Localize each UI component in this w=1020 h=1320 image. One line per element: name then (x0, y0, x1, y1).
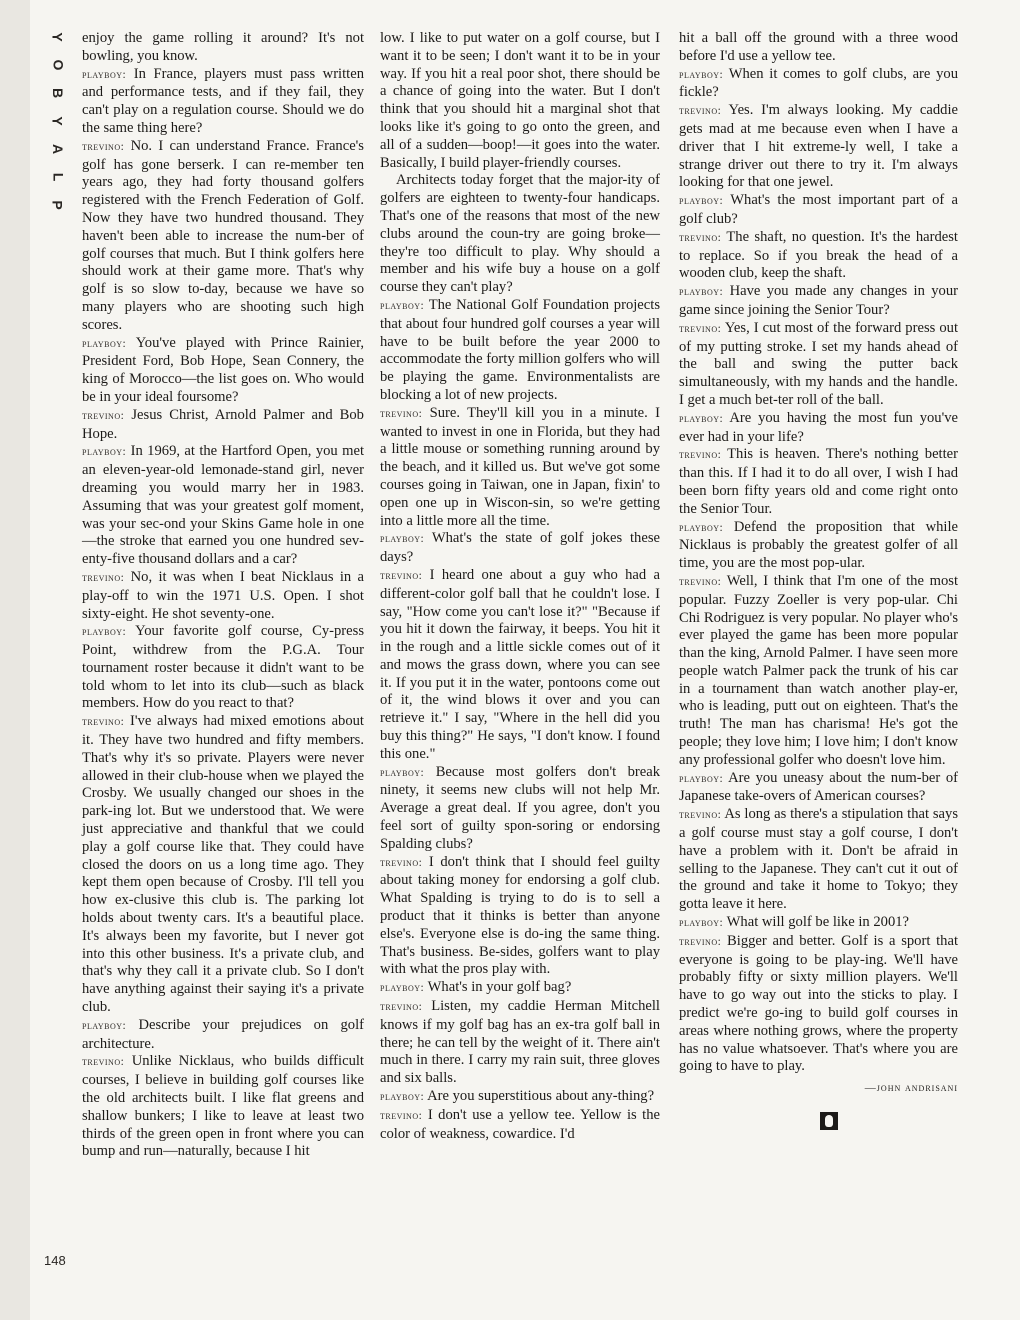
speaker-label: playboy: (380, 533, 425, 546)
interview-paragraph (82, 569, 364, 623)
interview-paragraph (82, 443, 364, 569)
page-edge (0, 0, 30, 1320)
speaker-label: trevino: (82, 140, 125, 153)
paragraph-text: In France, players must pass written and performance tests, and if they fail, they can't play on a regulation course. Should we do the same thing here? (82, 65, 364, 136)
interview-paragraph (679, 102, 958, 192)
paragraph-text: In 1969, at the Hartford Open, you met an eleven-year-old lemonade-stand girl, never dreaming you would marry her in 1983. Assuming that was your greatest golf moment, was your sec-ond your Skins Game hole in one—the stroke that earned you one hundred sev-enty-five thousand dollars and a car? (82, 443, 364, 568)
interview-paragraph (380, 764, 660, 854)
paragraph-text: Are you uneasy about the num-ber of Japanese take-overs of American courses? (679, 769, 959, 805)
speaker-label: trevino: (82, 409, 125, 422)
text-column-2 (380, 30, 660, 1143)
paragraph-text: Listen, my caddie Herman Mitchell knows if my golf bag has an ex-tra golf ball in there; he can tell by the weight of it. There ain't much in there. I carry my rain suit, three gloves and six balls. (380, 998, 660, 1087)
speaker-label: trevino: (679, 105, 722, 118)
interview-paragraph (82, 1017, 364, 1054)
interview-paragraph (380, 998, 660, 1088)
paragraph-text: Because most golfers don't break ninety, it seems new clubs will not help Mr. Average a great deal. If you agree, don't you feel sort of guilty spon-soring or endorsing Spalding clubs? (380, 763, 660, 852)
speaker-label: trevino: (679, 809, 722, 822)
speaker-label: playboy: (82, 337, 127, 350)
interview-paragraph (380, 30, 660, 172)
interview-paragraph (679, 914, 958, 933)
speaker-label: playboy: (380, 1091, 425, 1104)
speaker-label: trevino: (380, 569, 423, 582)
speaker-label: playboy: (679, 412, 724, 425)
magazine-name-vertical (38, 28, 74, 214)
paragraph-text: What will golf be like in 2001? (726, 914, 910, 931)
speaker-label: trevino: (82, 716, 125, 729)
paragraph-text: Bigger and better. Golf is a sport that everyone is going to be play-ing. We'll have probably fifty or sixty million players. We'll have to go way out into the sticks to play. I predict we're go-ing to build golf courses in areas where nothing grows, where the property has no value whatsoever. That's where you are going to have to play. (679, 932, 958, 1075)
interview-paragraph (679, 573, 958, 770)
interview-paragraph (679, 66, 958, 103)
speaker-label: trevino: (380, 856, 423, 869)
speaker-label: trevino: (82, 571, 125, 584)
magazine-letter: B (50, 87, 66, 99)
interview-paragraph (380, 172, 660, 297)
interview-paragraph (380, 567, 660, 764)
magazine-letter: L (50, 172, 66, 182)
speaker-label: playboy: (380, 982, 425, 995)
speaker-label: playboy: (679, 286, 724, 299)
paragraph-text: Your favorite golf course, Cy-press Point, withdrew from the P.G.A. Tour tournament roster because it didn't want to be told whom to let into its club—such as black members. How do you react to that? (82, 623, 365, 712)
paragraph-text: Architects today forget that the major-ity of golfers are eighteen to twenty-four handicaps. That's one of the reasons that most of the new clubs around the coun-try are going broke—they're too difficult to play. Why should a member and his wife buy a house on a golf course they can't play? (380, 172, 660, 296)
speaker-label: playboy: (82, 446, 127, 459)
interview-paragraph (679, 229, 958, 283)
paragraph-text: What's in your golf bag? (427, 979, 572, 996)
interview-paragraph (380, 1088, 660, 1107)
speaker-label: trevino: (679, 231, 722, 244)
speaker-label: trevino: (679, 575, 722, 588)
speaker-label: playboy: (679, 68, 724, 81)
interview-paragraph (82, 335, 364, 407)
interview-paragraph (82, 623, 364, 713)
paragraph-text: When it comes to golf clubs, are you fickle? (679, 65, 959, 101)
page-number: 148 (44, 1253, 66, 1268)
speaker-label: playboy: (82, 68, 127, 81)
speaker-label: playboy: (679, 195, 724, 208)
paragraph-text: Are you having the most fun you've ever had in your life? (679, 409, 959, 445)
interview-paragraph (380, 405, 660, 531)
interview-paragraph (380, 854, 660, 980)
paragraph-text: As long as there's a stipulation that says a golf course must stay a golf course, I don't have a problem with it. Don't be afraid in selling to the Japanese. They can't cut it out of the ground and take it home to Tokyo; they gotta leave it here. (679, 806, 959, 913)
interview-paragraph (380, 530, 660, 567)
interview-paragraph (82, 138, 364, 335)
speaker-label: playboy: (679, 772, 724, 785)
paragraph-text: hit a ball off the ground with a three wood before I'd use a yellow tee. (679, 30, 958, 64)
speaker-label: trevino: (679, 935, 722, 948)
interview-paragraph (679, 806, 958, 914)
paragraph-text: Have you made any changes in your game since joining the Senior Tour? (679, 283, 958, 318)
paragraph-text: Defend the proposition that while Nicklaus is probably the greatest golfer of all time, you are the most pop-ular. (679, 518, 958, 572)
magazine-letter: A (50, 143, 66, 155)
speaker-label: trevino: (679, 322, 722, 335)
paragraph-text: The National Golf Foundation projects that about four hundred golf courses a year will have to be built before the year 2000 to accommodate the forty million golfers who will be playing the game. Environmentalists are blocking a lot of new projects. (380, 296, 660, 403)
interview-paragraph (679, 933, 958, 1076)
paragraph-text: Are you superstitious about any-thing? (427, 1088, 655, 1105)
speaker-label: playboy: (380, 766, 425, 779)
speaker-label: playboy: (82, 626, 127, 639)
speaker-label: trevino: (380, 1001, 423, 1014)
interview-paragraph (679, 519, 958, 573)
paragraph-text: Jesus Christ, Arnold Palmer and Bob Hope. (82, 406, 364, 442)
paragraph-text: This is heaven. There's nothing better than this. If I had it to do all over, I wish I had been born fifty years old and come right onto the Senior Tour. (679, 446, 958, 517)
speaker-label: trevino: (82, 1056, 125, 1069)
text-column-1 (82, 30, 364, 1161)
paragraph-text: Well, I think that I'm one of the most popular. Fuzzy Zoeller is very pop-ular. Chi Chi Rodriguez is very popular. No player who's ever played the game has been more popular than the king, Arnold Palmer. I have seen more people watch Palmer pack the trunk of his car in a tournament than watch another play-er, who is leading, putt out on eighteen. That's the truth! The man has charisma! He's got the people; they love him; I love him; I don't know any professional golfer who doesn't love him. (679, 572, 958, 768)
speaker-label: playboy: (380, 299, 425, 312)
interview-paragraph (82, 713, 364, 1017)
text-column-3 (679, 30, 958, 1130)
paragraph-text: I don't use a yellow tee. Yellow is the color of weakness, cowardice. I'd (380, 1106, 661, 1142)
interview-paragraph (380, 1107, 660, 1144)
magazine-letter: P (50, 200, 66, 210)
interview-paragraph (82, 407, 364, 444)
interview-paragraph (679, 770, 958, 807)
speaker-label: trevino: (679, 449, 722, 462)
rabbit-head-icon (820, 1112, 838, 1130)
interview-paragraph (679, 446, 958, 518)
paragraph-text: Unlike Nicklaus, who builds difficult courses, I believe in building golf courses like the old architects built. I like flat greens and shallow bunkers; I like to leave at least two thirds of the green open in front where you can bump and run—naturally, because I hit (82, 1053, 364, 1160)
paragraph-text: I've always had mixed emotions about it. They have two hundred and fifty members. That's why it's so private. Players were never allowed in their club-house when we played the Crosby. We usually changed our shoes in the park-ing lot. But we understood that. We were just appreciative and thankful that we could play a golf course like that. They could have closed the doors on us a long time ago. They kept them open because of Crosby. I'll tell you how ex-clusive this club is. The parking lot holds about twenty cars. It's a beautiful place. It's always been my favorite, but I never got into this other business. It's a private club, and that's why they call it a private club. So I don't have anything against their saying it's a private club. (82, 713, 364, 1016)
paragraph-text: Yes. I'm always looking. My caddie gets mad at me because even when I have a driver that I hit extreme-ly well, I take a strange driver out there to try it. I'm always looking for that one jewel. (679, 102, 958, 191)
magazine-letter: O (49, 59, 66, 71)
paragraph-text: You've played with Prince Rainier, President Ford, Bob Hope, Sean Connery, the king of Morocco—the list goes on. Who would be in your ideal foursome? (82, 334, 364, 405)
paragraph-text: enjoy the game rolling it around? It's not bowling, you know. (82, 30, 364, 64)
paragraph-text: I don't think that I should feel guilty about taking money for endorsing a golf club. What Spalding is trying to do is to sell a product that it thinks is better than anyone else's. Everyone else is do-ing the same thing. That's business. Be-sides, golfers want to play with what the pros play with. (380, 853, 661, 978)
paragraph-text: What's the most important part of a golf club? (679, 192, 958, 227)
speaker-label: playboy: (679, 521, 724, 534)
interview-paragraph (380, 297, 660, 405)
paragraph-text: The shaft, no question. It's the hardest to replace. So if you break the head of a wooden club, keep the shaft. (679, 228, 958, 282)
magazine-letter: Y (50, 116, 66, 126)
speaker-label: trevino: (380, 407, 423, 420)
author-byline: —john andrisani (864, 1082, 958, 1095)
paragraph-text: I heard one about a guy who had a different-color golf ball that he couldn't lose. I say, "How come you can't lose it?" "Because if you hit it down the fairway, it beeps. You hit it in the rough and a little sickle comes out of it and mows the grass down, where you can see it. If you put it in the water, pontoons come out of it, the wind blows it over and you can retrieve it." I say, "Where in the hell did you buy this thing?" He says, "I don't know. I found this one." (380, 566, 661, 762)
paragraph-text: Yes, I cut most of the forward press out of my putting stroke. I set my hands ahead of the ball and swing the putter back simultaneously, with my hands and the handle. I get a much bet-ter roll of the ball. (679, 319, 958, 408)
paragraph-text: Describe your prejudices on golf architecture. (82, 1016, 364, 1052)
speaker-label: playboy: (82, 1019, 127, 1032)
interview-paragraph (82, 30, 364, 66)
interview-paragraph (679, 410, 958, 447)
interview-paragraph (82, 1053, 364, 1161)
paragraph-text: No, it was when I beat Nicklaus in a play-off to win the 1971 U.S. Open. I shot sixty-eight. He shot seventy-one. (82, 568, 364, 622)
speaker-label: trevino: (380, 1109, 423, 1122)
interview-paragraph (82, 66, 364, 138)
speaker-label: playboy: (679, 917, 724, 930)
paragraph-text: What's the state of golf jokes these days? (380, 530, 660, 566)
interview-paragraph (679, 192, 958, 229)
interview-paragraph (679, 283, 958, 320)
interview-paragraph (380, 979, 660, 998)
paragraph-text: No. I can understand France. France's golf has gone berserk. I can re-member ten years ago, they had forty thousand golfers registered with the French Federation of Golf. Now they have two hundred thousand. They haven't been able to increase the num-ber of golf courses that much. But I think golfers here should work at their game more. That's why golf is so slow to-day, because we have so many players who are shooting such high scores. (82, 137, 364, 333)
interview-paragraph (679, 320, 958, 410)
paragraph-text: Sure. They'll kill you in a minute. I wanted to invest in one in Florida, but they had a little mouse or something running around by the beach, and it killed us. But we've got some courses going in Taiwan, one in Japan, fixin' to open one up in Wiscon-sin, so we're getting into a little more all the time. (380, 404, 660, 529)
magazine-letter: Y (50, 32, 66, 42)
interview-paragraph (679, 30, 958, 66)
paragraph-text: low. I like to put water on a golf course, but I want it to be seen; I don't want it to be in your way. If you hit a real poor shot, there should be a chance of going into the water. But I don't think that you should hit a marginal shot that looks like it's going to go onto the green, and all of a sudden—boop!—it goes into the water. Basically, I build player-friendly courses. (380, 30, 660, 171)
